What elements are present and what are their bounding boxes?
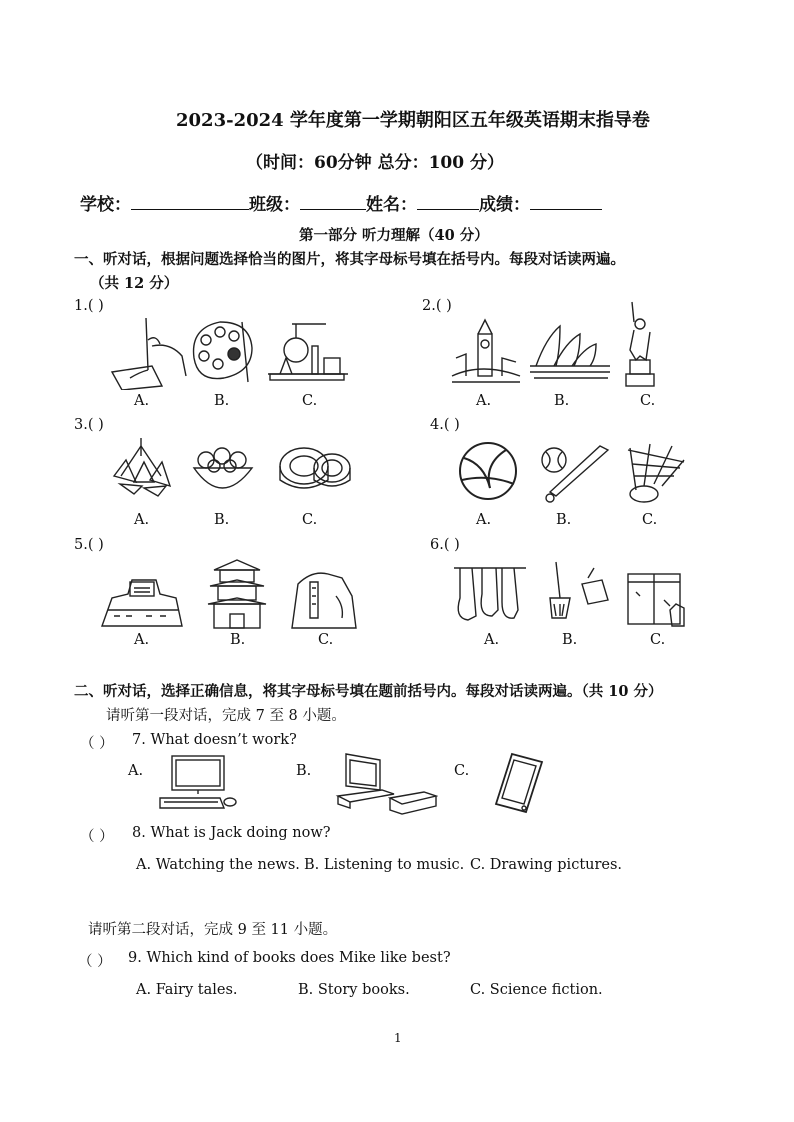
q3-option-c[interactable]: C.: [302, 512, 318, 528]
part1-heading: 第一部分 听力理解（40 分）: [299, 227, 489, 244]
tv-speaker-icon: [334, 750, 438, 818]
q4-option-c[interactable]: C.: [642, 512, 658, 528]
q6-option-a[interactable]: A.: [484, 632, 500, 648]
volleyball-icon: [456, 440, 520, 502]
q7-option-b[interactable]: B.: [296, 763, 312, 779]
q5-option-c[interactable]: C.: [318, 632, 334, 648]
score-label: 成绩：: [479, 195, 530, 215]
section1-instruction: 一、听对话，根据问题选择恰当的图片，将其字母标号填在括号内。每段对话读两遍。: [74, 251, 625, 268]
info-line: [80, 190, 602, 215]
q1-option-c[interactable]: C.: [302, 393, 318, 409]
q5-option-a[interactable]: A.: [134, 632, 150, 648]
q7-option-c[interactable]: C.: [454, 763, 470, 779]
desktop-computer-icon: [158, 754, 238, 810]
drawing-hand-icon: [108, 316, 188, 390]
q9-answer-bracket[interactable]: （ ）: [78, 954, 112, 970]
q8-option-b[interactable]: B. Listening to music.: [304, 857, 465, 873]
q7-answer-bracket[interactable]: （ ）: [80, 736, 114, 752]
tangyuan-bowl-icon: [190, 444, 256, 498]
q4-option-b[interactable]: B.: [556, 512, 572, 528]
q1-option-a[interactable]: A.: [134, 393, 150, 409]
school-label: 学校：: [80, 195, 131, 215]
page-number: 1: [394, 1031, 402, 1045]
q6-option-b[interactable]: B.: [562, 632, 578, 648]
q6-number[interactable]: 6.( ): [430, 537, 460, 553]
paint-palette-icon: [190, 318, 254, 384]
q5-number[interactable]: 5.( ): [74, 537, 104, 553]
sydney-opera-house-icon: [528, 320, 612, 382]
section1-points: （共 12 分）: [90, 275, 179, 292]
dialog1-intro: 请听第一段对话，完成 7 至 8 小题。: [106, 708, 346, 724]
tower-pavilion-icon: [206, 556, 268, 632]
q9-option-b[interactable]: B. Story books.: [298, 982, 410, 998]
q2-option-c[interactable]: C.: [640, 393, 656, 409]
q8-answer-bracket[interactable]: （ ）: [80, 829, 114, 845]
zongzi-icon: [108, 436, 174, 500]
q9-option-c[interactable]: C. Science fiction.: [470, 982, 603, 998]
score-field[interactable]: [530, 193, 602, 210]
name-field[interactable]: [417, 193, 479, 210]
q8-option-a[interactable]: A. Watching the news.: [136, 857, 300, 873]
q8-option-c[interactable]: C. Drawing pictures.: [470, 857, 623, 873]
class-label: 班级：: [249, 195, 300, 215]
q5-option-b[interactable]: B.: [230, 632, 246, 648]
big-ben-icon: [450, 318, 522, 388]
q1-number[interactable]: 1.( ): [74, 298, 104, 314]
q7-option-a[interactable]: A.: [128, 763, 144, 779]
q7-question: 7. What doesn’t work?: [132, 732, 297, 748]
q2-option-a[interactable]: A.: [476, 393, 492, 409]
potala-palace-icon: [100, 566, 184, 628]
q4-number[interactable]: 4.( ): [430, 417, 460, 433]
cleaning-broom-icon: [542, 558, 610, 626]
q3-option-a[interactable]: A.: [134, 512, 150, 528]
q3-option-b[interactable]: B.: [214, 512, 230, 528]
q8-question: 8. What is Jack doing now?: [132, 825, 331, 841]
section2-instruction: 二、听对话，选择正确信息，将其字母标号填在题前括号内。每段对话读两遍。（共 10 分）: [74, 683, 663, 700]
window-cleaning-icon: [624, 570, 688, 630]
shuttlecock-icon: [622, 440, 686, 506]
baseball-bat-icon: [538, 444, 610, 506]
dialog2-intro: 请听第二段对话，完成 9 至 11 小题。: [88, 922, 338, 938]
name-label: 姓名：: [366, 195, 417, 215]
mountain-rock-icon: [288, 566, 362, 632]
q1-option-b[interactable]: B.: [214, 393, 230, 409]
exam-title: 2023-2024 学年度第一学期朝阳区五年级英语期末指导卷: [176, 110, 650, 131]
socks-line-icon: [452, 562, 528, 626]
statue-of-liberty-icon: [622, 298, 658, 390]
q6-option-c[interactable]: C.: [650, 632, 666, 648]
smartphone-icon: [494, 752, 546, 814]
mooncake-icon: [276, 438, 356, 498]
q9-option-a[interactable]: A. Fairy tales.: [136, 982, 238, 998]
q4-option-a[interactable]: A.: [476, 512, 492, 528]
school-field[interactable]: [131, 193, 249, 210]
exam-subtitle: （时间：60分钟 总分：100 分）: [246, 153, 504, 173]
q9-question: 9. Which kind of books does Mike like best?: [128, 950, 451, 966]
class-field[interactable]: [300, 193, 366, 210]
q3-number[interactable]: 3.( ): [74, 417, 104, 433]
q2-number[interactable]: 2.( ): [422, 298, 452, 314]
science-lab-icon: [266, 320, 350, 382]
q2-option-b[interactable]: B.: [554, 393, 570, 409]
